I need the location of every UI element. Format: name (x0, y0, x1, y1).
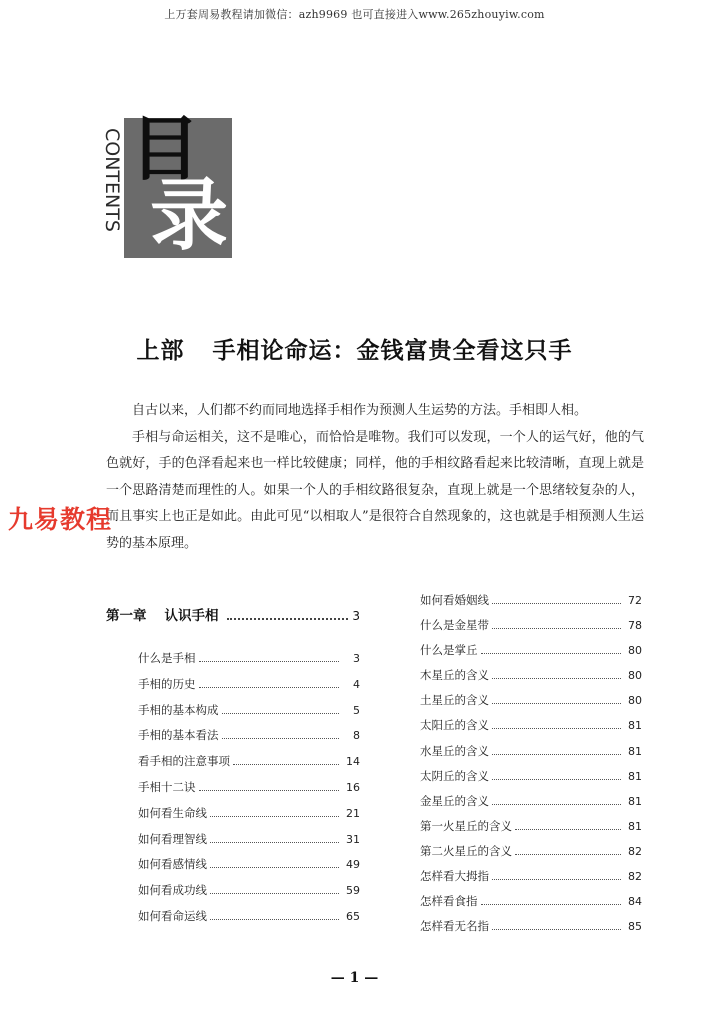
toc-item-label: 如何看感情线 (138, 857, 207, 872)
toc-item-page: 5 (353, 703, 360, 717)
dot-leader (515, 829, 621, 830)
toc-item-label: 第二火星丘的含义 (420, 843, 512, 858)
toc-item[interactable] (106, 908, 360, 934)
section-title-text: 手相论命运：金钱富贵全看这只手 (212, 337, 573, 364)
dot-leader (481, 653, 622, 654)
toc-item[interactable] (420, 667, 642, 692)
toc-item-page: 81 (628, 819, 642, 833)
toc-item-page: 31 (346, 832, 360, 846)
toc-item-page: 8 (353, 729, 360, 743)
intro-paragraph: 手相与命运相关，这不是唯心，而恰恰是唯物。我们可以发现，一个人的运气好，他的气色就好，手的色泽看起来也一样比较健康；同样，他的手相纹路看起来比较清晰，直现上就是一个思路清楚而理性的人。如果一个人的手相纹路很复杂，直现上就是一个思绪较复杂的人，而且事实上也正是如此。由此可见“以相取人”是很符合自然现象的，这也就是手相预测人生运势的基本原理。 (106, 429, 644, 551)
toc-item-label: 什么是金星带 (420, 618, 489, 633)
toc-item-page: 4 (353, 677, 360, 691)
dot-leader (481, 904, 622, 905)
dot-leader (222, 738, 340, 739)
intro-paragraph: 自古以来，人们都不约而同地选择手相作为预测人生运势的方法。手相即人相。 (132, 403, 588, 418)
toc-item[interactable] (420, 717, 642, 742)
dot-leader (492, 703, 621, 704)
toc-item[interactable] (420, 617, 642, 642)
toc-item-page: 84 (628, 895, 642, 909)
section-part: 上部 (136, 337, 185, 364)
dot-leader (492, 678, 621, 679)
toc-item-label: 什么是手相 (138, 651, 196, 665)
toc-item-label: 手相十二诀 (138, 779, 196, 794)
toc-chapter-1[interactable] (106, 604, 360, 624)
dot-leader (492, 728, 621, 729)
dot-leader (227, 618, 349, 620)
toc-item[interactable] (420, 793, 642, 818)
dot-leader (210, 893, 339, 894)
toc-item[interactable] (420, 868, 642, 893)
toc-item-page: 82 (628, 870, 642, 884)
toc-item-label: 手相的历史 (138, 676, 196, 691)
toc-item-page: 72 (628, 594, 642, 607)
toc-item[interactable] (420, 843, 642, 868)
toc-item-label: 水星丘的含义 (420, 743, 489, 758)
toc-item[interactable] (420, 918, 642, 943)
toc-item[interactable] (106, 831, 360, 857)
dot-leader (515, 854, 621, 855)
toc-item[interactable] (106, 676, 360, 702)
page-number: — 1 — (330, 970, 379, 986)
chapter-page: 3 (352, 609, 360, 623)
section-title (0, 332, 709, 365)
toc-item-label: 怎样看食指 (420, 894, 478, 909)
toc-item-page: 78 (628, 619, 642, 633)
toc-item-page: 21 (346, 806, 360, 820)
toc-item-label: 什么是掌丘 (420, 643, 478, 658)
dot-leader (199, 790, 340, 791)
dot-leader (492, 804, 621, 805)
toc-item-page: 85 (628, 920, 642, 934)
toc-item-page: 49 (346, 858, 360, 872)
dot-leader (492, 879, 621, 880)
dot-leader (492, 929, 621, 930)
toc-item-label: 第一火星丘的含义 (420, 818, 512, 833)
toc-item-page: 81 (628, 794, 642, 808)
dot-leader (492, 603, 621, 604)
dot-leader (210, 919, 339, 920)
toc-item-label: 土星丘的含义 (420, 693, 489, 708)
toc-item-page: 59 (346, 884, 360, 898)
chapter-title: 认识手相 (164, 608, 219, 624)
toc-item[interactable] (106, 753, 360, 779)
toc-item-label: 金星丘的含义 (420, 793, 489, 808)
toc-item[interactable] (420, 642, 642, 667)
dot-leader (199, 661, 340, 662)
toc-item[interactable] (420, 692, 642, 717)
toc-item[interactable] (420, 818, 642, 843)
toc-item[interactable] (420, 893, 642, 918)
toc-item-label: 如何看命运线 (138, 908, 207, 923)
toc-item-label: 太阳丘的含义 (420, 718, 489, 733)
toc-item[interactable] (106, 779, 360, 805)
dot-leader (492, 779, 621, 780)
toc-item-label: 手相的基本看法 (138, 728, 219, 743)
toc-item-page: 65 (346, 909, 360, 923)
toc-item[interactable] (106, 882, 360, 908)
toc-item[interactable] (106, 805, 360, 831)
dot-leader (492, 754, 621, 755)
contents-char-top: 目 (130, 108, 200, 190)
contents-char-bottom: 录 (150, 171, 229, 261)
toc-item-page: 82 (628, 844, 642, 858)
watermark: 九易教程 (8, 505, 113, 534)
dot-leader (222, 713, 340, 714)
toc-left-column (106, 604, 360, 934)
toc-item[interactable] (106, 856, 360, 882)
page-header: 上万套周易教程请加微信：azh9969 也可直接进入www.265zhouyiw.com (164, 8, 545, 21)
toc-item-label: 手相的基本构成 (138, 702, 219, 717)
toc-item-page: 3 (353, 652, 360, 665)
toc-item[interactable] (420, 592, 642, 617)
toc-item[interactable] (106, 650, 360, 676)
intro-text (106, 398, 644, 557)
toc-item-page: 81 (628, 719, 642, 733)
dot-leader (210, 816, 339, 817)
chapter-number: 第一章 (106, 608, 147, 624)
toc-item-page: 81 (628, 744, 642, 758)
toc-item-label: 怎样看大拇指 (420, 869, 489, 884)
toc-right-column (420, 592, 642, 943)
toc-item-label: 太阴丘的含义 (420, 768, 489, 783)
toc-item[interactable] (106, 727, 360, 753)
contents-english-label: CONTENTS (101, 128, 123, 232)
toc-item-label: 如何看成功线 (138, 883, 207, 898)
toc-item-label: 怎样看无名指 (420, 919, 489, 934)
toc-item[interactable] (420, 768, 642, 793)
toc-item-label: 如何看生命线 (138, 805, 207, 820)
toc-item-label: 木星丘的含义 (420, 668, 489, 683)
toc-item-page: 14 (346, 755, 360, 769)
dot-leader (233, 764, 339, 765)
toc-item-page: 80 (628, 644, 642, 658)
toc-item-label: 如何看理智线 (138, 831, 207, 846)
toc-item-label: 看手相的注意事项 (138, 754, 230, 769)
toc-item[interactable] (420, 743, 642, 768)
toc-item-page: 16 (346, 780, 360, 794)
toc-item-page: 80 (628, 694, 642, 708)
dot-leader (210, 842, 339, 843)
toc-item-page: 81 (628, 769, 642, 783)
toc-item[interactable] (106, 702, 360, 728)
toc-item-page: 80 (628, 669, 642, 683)
toc-item-label: 如何看婚姻线 (420, 593, 489, 607)
dot-leader (210, 867, 339, 868)
dot-leader (492, 628, 621, 629)
dot-leader (199, 687, 340, 688)
